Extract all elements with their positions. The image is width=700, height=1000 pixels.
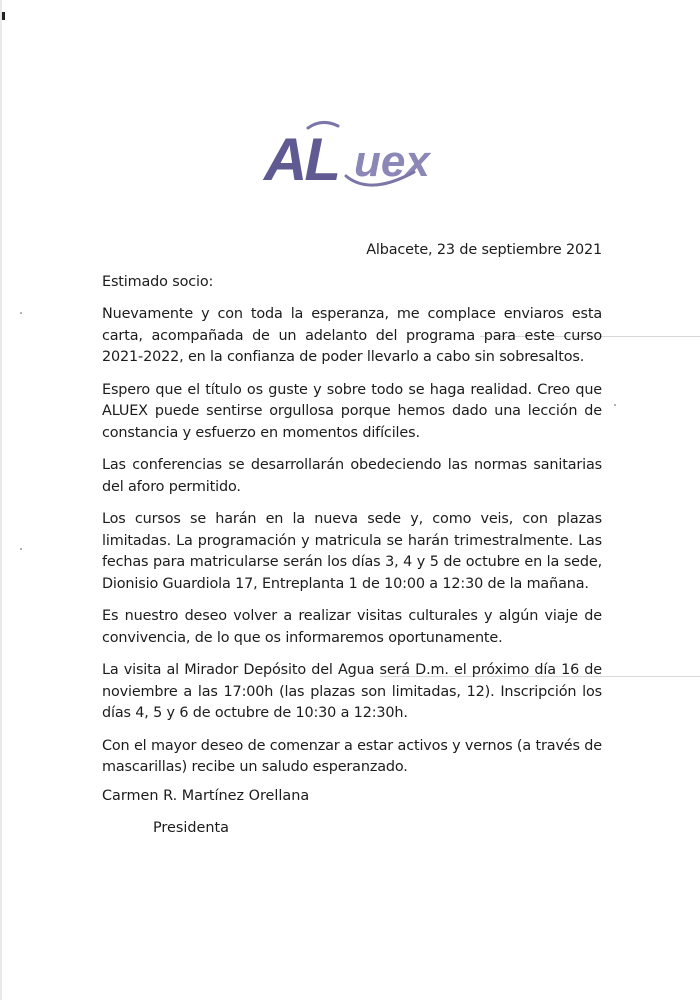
signature-block xyxy=(102,786,309,839)
letter-body xyxy=(102,240,602,790)
signatory-role: Presidenta xyxy=(153,819,229,836)
letter-paragraph: Espero que el título os guste y sobre todo se haga realidad. Creo que ALUEX puede sentirse orgullosa porque hemos dado una lección de constancia y esfuerzo en momentos difíciles. xyxy=(102,381,602,441)
letter-paragraph: La visita al Mirador Depósito del Agua será D.m. el próximo día 16 de noviembre a las 17:00h (las plazas son limitadas, 12). Inscripción los días 4, 5 y 6 de octubre de 10:30 a 12:30h. xyxy=(102,662,602,721)
scan-speck xyxy=(614,404,616,406)
scan-edge xyxy=(0,0,2,1000)
letter-greeting: Estimado socio: xyxy=(102,273,214,290)
letter-paragraph: Con el mayor deseo de comenzar a estar activos y vernos (a través de mascarillas) recibe un saludo esperanzado. xyxy=(102,737,602,775)
letter-paragraph: Los cursos se harán en la nueva sede y, como veis, con plazas limitadas. La programación y matricula se harán trimestralmente. Las fechas para matricularse serán los días 3, 4 y 5 de octubre en la sede, Dionisio Guardiola 17, Entreplanta 1 de 10:00 a 12:30 de la mañana. xyxy=(102,511,602,592)
letter-date: Albacete, 23 de septiembre 2021 xyxy=(366,242,602,258)
scan-speck xyxy=(20,312,22,314)
scan-speck xyxy=(20,548,22,550)
scan-mark xyxy=(2,12,5,20)
letter-paragraph: Las conferencias se desarrollarán obedeciendo las normas sanitarias del aforo permitido. xyxy=(102,457,602,495)
letter-paragraph: Nuevamente y con toda la esperanza, me complace enviaros esta carta, acompañada de un adelanto del programa para este curso 2021-2022, en la confianza de poder llevarlo a cabo sin sobresaltos. xyxy=(102,306,602,365)
signatory-name: Carmen R. Martínez Orellana xyxy=(102,788,310,804)
logo-uex-letters: uex xyxy=(354,137,430,186)
aluex-logo-graphic xyxy=(258,110,458,200)
aluex-logo xyxy=(258,110,458,200)
logo-al-letters: AL xyxy=(264,126,338,193)
letter-paragraph: Es nuestro deseo volver a realizar visitas culturales y algún viaje de convivencia, de lo que os informaremos oportunamente. xyxy=(102,608,602,646)
